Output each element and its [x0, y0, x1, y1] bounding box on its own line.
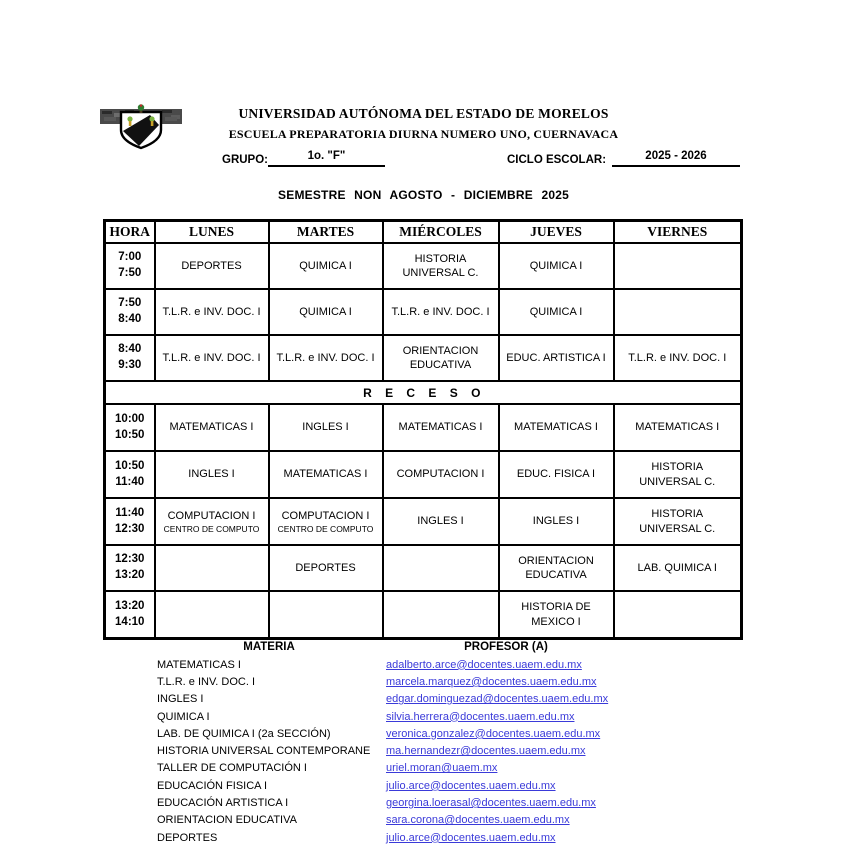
time-cell: 8:40 9:30	[105, 335, 155, 381]
staff-row	[157, 777, 608, 794]
schedule-cell: QUIMICA I	[499, 289, 614, 335]
timetable	[103, 219, 743, 640]
teacher-email-link[interactable]: ma.hernandezr@docentes.uaem.edu.mx	[386, 745, 586, 758]
subject-label: EDUCACIÓN FISICA I	[157, 779, 268, 792]
subject-label: ORIENTACION EDUCATIVA	[157, 814, 297, 827]
subject-label: HISTORIA UNIVERSAL CONTEMPORANE	[157, 745, 371, 758]
schedule-cell: ORIENTACION EDUCATIVA	[499, 545, 614, 591]
timetable-row	[105, 498, 742, 545]
schedule-cell	[614, 289, 742, 335]
timetable-row	[105, 243, 742, 289]
teacher-email-link[interactable]: julio.arce@docentes.uaem.edu.mx	[386, 779, 556, 792]
timetable-row	[105, 289, 742, 335]
schedule-cell: COMPUTACION I CENTRO DE COMPUTO	[155, 498, 269, 545]
col-header-hora: HORA	[105, 221, 155, 244]
time-cell: 11:40 12:30	[105, 498, 155, 545]
schedule-cell: MATEMATICAS I	[499, 404, 614, 451]
schedule-cell: T.L.R. e INV. DOC. I	[614, 335, 742, 381]
schedule-cell: DEPORTES	[155, 243, 269, 289]
staff-row	[157, 656, 608, 673]
schedule-cell: T.L.R. e INV. DOC. I	[383, 289, 499, 335]
schedule-cell: MATEMATICAS I	[155, 404, 269, 451]
schedule-cell: MATEMATICAS I	[269, 451, 383, 498]
schedule-cell: T.L.R. e INV. DOC. I	[155, 289, 269, 335]
staff-row	[157, 725, 608, 742]
teacher-email-link[interactable]: julio.arce@docentes.uaem.edu.mx	[386, 831, 556, 844]
schedule-cell: COMPUTACION I	[383, 451, 499, 498]
subject-label: TALLER DE COMPUTACIÓN I	[157, 762, 307, 775]
schedule-cell	[614, 243, 742, 289]
subject-label: LAB. DE QUIMICA I (2a SECCIÓN)	[157, 727, 331, 740]
staff-row	[157, 812, 608, 829]
schedule-cell: INGLES I	[155, 451, 269, 498]
subject-label: T.L.R. e INV. DOC. I	[157, 675, 256, 688]
time-cell: 13:20 14:10	[105, 591, 155, 639]
schedule-cell	[383, 545, 499, 591]
col-header-lunes: LUNES	[155, 221, 269, 244]
schedule-cell: HISTORIA UNIVERSAL C.	[614, 498, 742, 545]
materia-column-header: MATERIA	[243, 641, 295, 653]
schedule-cell: MATEMATICAS I	[614, 404, 742, 451]
col-header-jueves: JUEVES	[499, 221, 614, 244]
time-cell: 7:00 7:50	[105, 243, 155, 289]
schedule-cell: HISTORIA UNIVERSAL C.	[614, 451, 742, 498]
schedule-cell: QUIMICA I	[269, 243, 383, 289]
staff-row	[157, 742, 608, 759]
time-cell: 12:30 13:20	[105, 545, 155, 591]
schedule-cell	[155, 545, 269, 591]
receso-row	[105, 381, 742, 404]
teacher-email-link[interactable]: silvia.herrera@docentes.uaem.edu.mx	[386, 710, 575, 723]
teacher-email-link[interactable]: edgar.dominguezad@docentes.uaem.edu.mx	[386, 693, 609, 706]
schedule-cell: COMPUTACION I CENTRO DE COMPUTO	[269, 498, 383, 545]
ciclo-escolar-label: CICLO ESCOLAR:	[507, 154, 607, 166]
staff-row	[157, 794, 608, 811]
timetable-row	[105, 451, 742, 498]
subject-label: DEPORTES	[157, 831, 218, 844]
time-cell: 10:00 10:50	[105, 404, 155, 451]
staff-row	[157, 708, 608, 725]
teacher-email-link[interactable]: georgina.loerasal@docentes.uaem.edu.mx	[386, 797, 596, 810]
schedule-cell: INGLES I	[499, 498, 614, 545]
timetable-row	[105, 404, 742, 451]
time-cell: 7:50 8:40	[105, 289, 155, 335]
schedule-cell: T.L.R. e INV. DOC. I	[155, 335, 269, 381]
subject-label: MATEMATICAS I	[157, 658, 241, 671]
schedule-cell: DEPORTES	[269, 545, 383, 591]
subject-label: EDUCACIÓN ARTISTICA I	[157, 797, 289, 810]
schedule-cell	[614, 591, 742, 639]
profesor-column-header: PROFESOR (A)	[464, 641, 548, 653]
teacher-email-link[interactable]: uriel.moran@uaem.mx	[386, 762, 498, 775]
schedule-cell: HISTORIA UNIVERSAL C.	[383, 243, 499, 289]
schedule-cell: LAB. QUIMICA I	[614, 545, 742, 591]
subject-label: INGLES I	[157, 693, 204, 706]
col-header-martes: MARTES	[269, 221, 383, 244]
schedule-cell: EDUC. ARTISTICA I	[499, 335, 614, 381]
schedule-cell: T.L.R. e INV. DOC. I	[269, 335, 383, 381]
grupo-label: GRUPO:	[222, 154, 268, 166]
teacher-email-link[interactable]: marcela.marquez@docentes.uaem.edu.mx	[386, 675, 597, 688]
timetable-row	[105, 591, 742, 639]
col-header-miercoles: MIÉRCOLES	[383, 221, 499, 244]
staff-row	[157, 829, 608, 846]
teacher-email-link[interactable]: veronica.gonzalez@docentes.uaem.edu.mx	[386, 727, 601, 740]
schedule-cell	[269, 591, 383, 639]
schedule-cell: INGLES I	[269, 404, 383, 451]
schedule-cell: MATEMATICAS I	[383, 404, 499, 451]
timetable-row	[105, 335, 742, 381]
staff-row	[157, 691, 608, 708]
schedule-cell: QUIMICA I	[269, 289, 383, 335]
staff-row	[157, 673, 608, 690]
grupo-value: 1o. "F"	[268, 150, 385, 167]
schedule-cell: HISTORIA DE MEXICO I	[499, 591, 614, 639]
timetable-row	[105, 545, 742, 591]
school-subtitle: ESCUELA PREPARATORIA DIURNA NUMERO UNO, CUERNAVACA	[228, 127, 619, 141]
schedule-cell: ORIENTACION EDUCATIVA	[383, 335, 499, 381]
staff-row	[157, 760, 608, 777]
subject-label: QUIMICA I	[157, 710, 210, 723]
university-title: UNIVERSIDAD AUTÓNOMA DEL ESTADO DE MORELOS	[238, 106, 609, 121]
schedule-cell: QUIMICA I	[499, 243, 614, 289]
semester-title: SEMESTRE NON AGOSTO - DICIEMBRE 2025	[278, 188, 569, 202]
schedule-cell: INGLES I	[383, 498, 499, 545]
col-header-viernes: VIERNES	[614, 221, 742, 244]
receso-cell: R E C E S O	[105, 381, 742, 404]
ciclo-escolar-value: 2025 - 2026	[612, 150, 740, 167]
staff-list	[157, 656, 608, 846]
time-cell: 10:50 11:40	[105, 451, 155, 498]
teacher-email-link[interactable]: sara.corona@docentes.uaem.edu.mx	[386, 814, 570, 827]
schedule-cell: EDUC. FISICA I	[499, 451, 614, 498]
schedule-cell	[155, 591, 269, 639]
timetable-header-row	[105, 221, 742, 244]
teacher-email-link[interactable]: adalberto.arce@docentes.uaem.edu.mx	[386, 658, 582, 671]
schedule-cell	[383, 591, 499, 639]
